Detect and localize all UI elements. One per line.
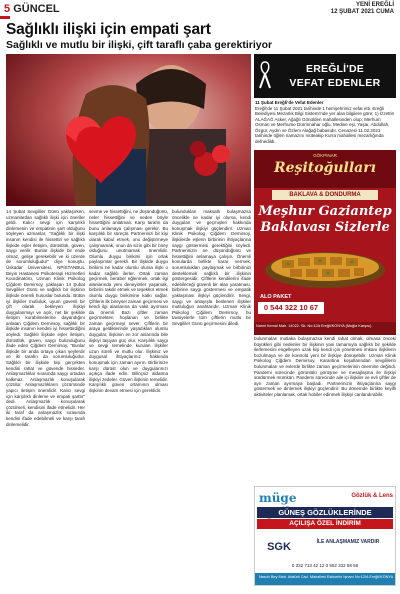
- issue-date: 12 ŞUBAT 2021 CUMA: [330, 9, 394, 15]
- article-column-1: 14 Şubat Sevgililer Günü yaklaşırken, uzmanlardan sağlıklı ilişki için öneriler geldi. Kalıcı sevgi için karşılıklı dinlemenin ve empatinin şart olduğunu söyleyen uzmanlar, “Sağlıklı bir ilişki insanın kendisi ile hissettiri ve sağlıklı ilişkide eşler iletişim, dürüstlük, güven, saygı verilir. Bunlar ilişkide bir ende olmaz, gelişe gerekebilir ve ki üzerde de sorumluluğudur” diye konuştu. Üsküdar Üniversitesi, NPİSTANBUL Beyin Hastanesi Psikoterapi Hizmetleri Koordinatörü, Uzman Klinik Psikolog Çiğdem Demirsoy, yaklaşan 14 Şubat Sevgililer Günü ve sağlıklı bir ilişkinin ilişkide önemli hususlar bulundu. Bütün iyi ilişkiler mutluluk, uyum güvenli bir çift olarak bekleyen ilişkiyi duygulanmayı ve açık, net bir şekilde iletişim kurabilmelerine dayandığını anlatan Çiğdem Demirsoy, sağlıklı bir ilişkide insanın kendini iyi hissettirdiğini söyledi. Sağlıklı ilişkide eşler iletişim, dürüstlük, güven, saygı bulunduğunu ifade eden Çiğdem Demirsoy, “Bunlar ilişkide bir anda ortaya çıkan şeylerdir ve iki tarafın da sorumluluğudur. Sağlıklı bir ilişkide kişi gerçekten kendini rahat ve güvende hisseder. Anlaşmazlıklar sırasında saygı ortadan kalkmaz. Anlaşmazlık konuşularak çözülür. Anlaşmazlıkların çözümünde yapıcı iletişim önemlidir. Kalıcı sevgi için karşılıklı dinleme ve empati şarttır” dedi. Anlaşmazlık konuşularak çözülmeli, kendisini ifade etmelidir. Her iki taraf da anlaşmazlık sırasında kendini ifade edebilmeli ve karşı tarafı dinlemelidir.: [6, 209, 85, 427]
- page-number: 5: [4, 3, 11, 15]
- obituary-section: [254, 54, 396, 146]
- restaurant-ad: [254, 150, 396, 335]
- tagline-strip: BAKLAVA & DONDURMA: [272, 190, 378, 200]
- obituary-banner: [254, 54, 396, 98]
- page-label: [4, 3, 60, 15]
- delivery-label: ALO PAKET: [260, 294, 292, 300]
- obituary-banner-line2: VEFAT EDENLER: [289, 77, 381, 89]
- newspaper-name: YENİ EREĞLİ: [355, 2, 394, 8]
- sgk-text: İLE ANLAŞMAMIZ VARDIR: [316, 539, 380, 545]
- restaurant-logo: [268, 153, 382, 184]
- brand-name: Reşitoğulları: [274, 160, 376, 176]
- page-header: [0, 0, 400, 20]
- ad-headline-line1: Meşhur Gaziantep: [258, 204, 392, 219]
- optik-address: Nasuh Bey Mah. Atatürk Cad. Mahallesi Eskisehir İşhanı No:12/A Ereğli/KONYA: [255, 573, 396, 586]
- baklava-tray-image: [262, 240, 388, 290]
- brand-since: GÖKPINAR: [313, 153, 337, 158]
- restaurant-address: Nanni Kemal Mah. 14022. Sk. No:12A Ereğli/KONYA (Muğla Karşısı): [254, 322, 396, 335]
- optik-tag: Gözlük & Lens: [351, 493, 393, 499]
- article-photo: [6, 54, 251, 206]
- right-article-text: bulunmaları mutlaka bulaşmazsa kendi rahat olmak, olmasa önceki büyükleri gibi nedenler bir ilişkinin yani tamamıyla sağlıklı bir şekilde ilerlemesini engelleyen uzak kişi kendi için yönetmesi imkanı ilişkilerin bozulmaya ve de kontrolü yeni bir ilişkiye dönüşebilir. Uzman Klinik Psikolog Çiğdem Demirsoy, Karantina koşullarından sevgililerin bulunmaları ve evlerde birlikte zaman geçirmelerinin önemine değindi. Pandemi sürecinde görüntülü görüşme ve mesajlaşma ile ilişkiyi sürdürmek mümkün. Pandemi sürecinde aile içi ilişkiler ve evli çiftler de ayrı zaman ayırmaya başladı. Partnerinizin ihtiyaçlarına saygı göstermek ve dinlemek ilişkiyi güçlendirir. Bu dönemde birlikte keyifli aktiviteler planlamak, ortak hobiler edinmek ilişkiyi canlandırabilir.: [254, 336, 396, 397]
- article-column-2: sevme ve hissettiğini, ne düşündüğünü, neler hissettiğini ve neden böyle hissettiğini anlatmalı. Karşı tarafın da bunu anlamaya çalışması gerekir. Bu karşılıklı bir süreçtir. Partnerinizi bir kişi olarak kabul etmek, onu değiştirmeye çalışmamak, onun da sizin gibi bir birey olduğunu unutmamak önemlidir. Olumlu duygu birikimi için ortak paylaşımlar gerekli. Bir ilişkide duygu birikimi ne kadar olumlu olursa ilişki o kadar sağlıklı ilerler. Ortak zaman geçirmek, beraber eğlenmek, ortak ilgi alanlarında yeni deneyimler yaşamak, birbirini takdir etmek ve teşekkür etmek olumlu duygu birikimine katkı sağlar. Çiftlerin ilk bireysel zaman geçirmesi ve kendi ilgi alanlarına da vakit ayırması da önemli. Bazı çiftler zaman geçirmekten hoşlanan ve birlikte zaman geçirmeyi sever. Çiftlerin bir araya geldiklerinde yaşadıkları olumlu duygular, ilişkinin en zor anlarında bile ilişkiyi taşıyan güç olur. Karşılıklı saygı ve sevgi temelinde kurulan ilişkiler uzun süreli ve mutlu olur. İlişkiniz ve duygusal ihtiyaçlarınız hakkında konuşmak için zaman ayırın. Birbirinize karşı dürüst olun ve duygularınızı açıkça ifade edin. Bilinçsiz aldatma ilişkiyi zedeler. Güven ilişkinin temelidir. Karşılıklı güven ortamının olması ilişkinin devam etmesi için gereklidir.: [89, 209, 168, 393]
- article-headline: Sağlıklı ilişki için empati şart: [6, 22, 211, 38]
- article-subheadline: Sağlıklı ve mutlu bir ilişki, çift taraflı çaba gerektiriyor: [6, 39, 273, 51]
- section-name: GÜNCEL: [13, 3, 60, 15]
- mourning-ribbon-icon: [258, 60, 272, 90]
- paper-info: [331, 2, 394, 16]
- couple-with-heart-image: [6, 54, 251, 206]
- section-accent-bar: [0, 16, 10, 19]
- sgk-logo: SGK: [267, 541, 291, 553]
- optik-ad: [254, 486, 396, 586]
- obituary-body: Ereğli'de 11 Şubat 2021 tarihinde 1 hemşehrimiz vefat etti. Ereğli Belediyesi Mezarlık Bilgi Sistemi'nde yer alan bilgilere göre; 1) İzzettin ALAĞAĞ Asker, Ağağlı Gönülden mahallesinden olup; Merhum Osman ve Merhume Dürrinnahar oğlu, Medine eşi, Yaşar, Abdullah, Özgür, Aydın ve Özlem Alağağ babasıdır. Cenazesi 11.02.2021 tarihinde öğlen namazını müteakip Kurra mahallesi mezarlığında defnedildi.: [255, 105, 395, 144]
- restaurant-phone: 0 544 322 10 67: [258, 302, 324, 314]
- ad-headline-line2: Baklavası Sizlerle: [260, 220, 390, 235]
- article-body: [6, 209, 251, 589]
- article-column-3: bulundukları maksatlı bulaşmazsa öncelikle ne kadar iyi olursa, kendi duyguları ve geçmişleri hakkında konuşmak ilişkiyi güçlendirir. Uzman Klinik Psikolog Çiğdem Demirsoy, ilişkilerde eşlerin birbirinin ihtiyaçlarına saygı göstermesi gerektiğini söyledi. Partnerinizin ne düşündüğünü ve hissettiğini anlamaya çalışın. Önemli konularda birlikte karar vermek, sorumlulukları paylaşmak ve birbirinizi desteklemek sağlıklı bir ilişkinin göstergesidir. Çiftlerin kendilerini ifade edebileceği güvenli bir alan yaratması, birbirine saygı göstermesi ve empatik yaklaşması ilişkiyi güçlendirir. Sevgi, saygı ve anlayışla beslenen ilişkiler mutluluğun anahtarıdır. Uzman Klinik Psikolog Çiğdem Demirsoy, bu tavsiyelerle tüm çiftlerin mutlu bir Sevgililer Günü geçirmesini diledi.: [172, 209, 251, 326]
- obituary-heading: 11 Şubat Ereğli'de Vefat Edenler: [255, 100, 324, 105]
- obituary-text: [254, 98, 396, 146]
- sunglasses-banner: GÜNEŞ GÖZLÜKLERİNDE: [257, 507, 393, 518]
- obituary-banner-line1: EREĞLİ'DE: [306, 63, 364, 75]
- discount-banner: AÇILIŞA ÖZEL İNDİRİM: [257, 519, 393, 529]
- optik-logo: müge: [259, 491, 297, 505]
- optik-phones: 0 332 713 42 12 0 552 332 58 58: [291, 563, 359, 568]
